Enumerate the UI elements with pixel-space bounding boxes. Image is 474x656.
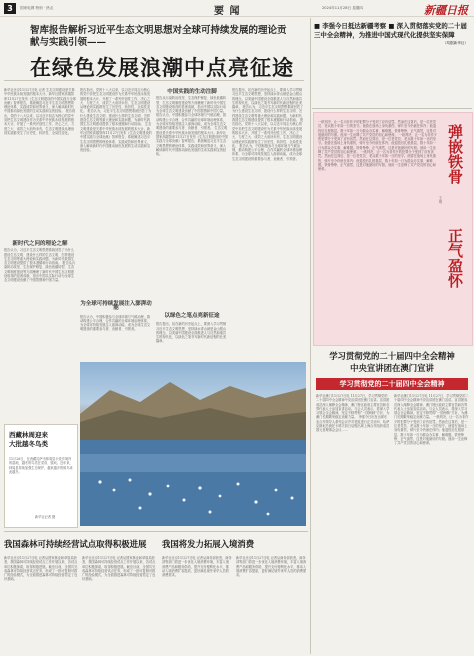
right-body-col1: 新华社澳门11月27日电 11月27日，学习贯彻党的二十届四中全会精神中央宣讲团在澳门宣讲。宣讲团成员深入阐释全会精神，澳门特区政府主要官员和各界代表人士参加宣讲活动。与会人员表示，将深入学习领会全会精神，坚定不移贯彻“一国两制”方针，为澳门长期繁荣稳定贡献力量。 李强今日出发出席东亚合作领导人系列会议并对老挝进行正式访问、哈萨克斯坦总统托卡耶夫同日启程出席上海合作组织成员国元首理事会会议…… — [316, 394, 390, 433]
newspaper-logo: 新疆日报 — [424, 4, 468, 17]
lead-subhead-3: 为全球可持续发展注入澎湃动能 — [80, 301, 152, 312]
photo-credit: 新华社记者 摄 — [35, 515, 56, 519]
section-title: 要 闻 — [214, 6, 241, 17]
page-number: 3 — [4, 3, 16, 14]
right-top-news: ■ 李强今日抵达新疆考察 ■ 深入贯彻落实党的二十届三中全会精神，为推进中国式现代化提供坚实保障 （均据新华社） — [314, 22, 468, 48]
theme-banner: 学习贯彻党的二十届四中全会精神 — [316, 378, 468, 390]
divider — [4, 80, 304, 81]
bottom-left-body-col2: 新华社北京11月27日电 记者从国家林业和草原局获悉，我国森林可持续经营试点工作开展以来，各试点单位积极探索，取得积极进展。截至目前，全国共完成森林可持续经营试点任务，形成了一批可复制可推广的经验模式，为全面推进森林可持续经营奠定了良好基础。 — [82, 556, 156, 582]
essay-author: 王 明 — [438, 196, 442, 204]
lead-body-col3b: 以绿色之笔点亮新征途 报告提出，站在新的历史起点上，要深入学习贯彻习近平生态文明思想，坚持绿水青山就是金山银山的理念，以美丽中国建设全面推进人与自然和谐共生的现代化，以绿色之笔书写新时代新征程的壮美篇章。 — [156, 313, 227, 344]
lead-body-col1b: 新时代之问的理论之解 报告认为，习近平生态文明思想系统回答了为什么建设生态文明、建设什么样的生态文明、怎样建设生态文明等重大理论和实践问题，为新时代我国生态文明建设提供了根本遵循和行动指南。 报告从污染防治攻坚、生态保护修复、绿色低碳转型、生态文明制度建设等方面梳理了新时代中国生态文明建设取得的显著成就，指出中国以实际行动为全球生态文明建设贡献了中国智慧和中国力量。 — [4, 241, 76, 283]
lead-body-col2: 报告指出，党的十八大以来，以习近平同志为核心的党中央把生态文明建设作为关系中华民族永续发展的根本大计，开展了一系列开创性工作，决心之大、力度之大、成效之大前所未有，生态文明建设从理论到实践都发生了历史性、转折性、全局性变化。 报告认为，习近平生态文明思想系统回答了为什么建设生态文明、建设什么样的生态文明、怎样建设生态文明等重大理论和实践问题，为新时代我国生态文明建设提供了根本遵循和行动指南。 生态文明建设是关系中华民族永续发展的根本大计。新华社国家高端智库11月27日发布《生态文明建设的中国实践与全球贡献》智库报告，系统阐述习近平生态文明思想的理论体系、实践成效和世界意义，深入解读新时代中国推动绿色发展的生动实践和宝贵经验。 — [80, 88, 152, 153]
issue-date: 2024年11月28日 星期四 — [322, 6, 363, 10]
essay-title-1: 弹嵌铁骨 — [446, 124, 464, 184]
lead-body-col2b: 为全球可持续发展注入澎湃动能 报告认为，中国积极参与全球环境与气候治理，推动构建公平合理、合作共赢的全球环境治理体系，为全球可持续发展注入澎湃动能，成为全球生态文明建设的重要参与者、贡献者、引领者。 — [80, 301, 152, 332]
news-photo — [80, 362, 306, 526]
lead-byline: 新华社北京11月27日电 记者 生态文明建设是关系中华民族永续发展的根本大计。新华社国家高端智库11月27日发布《生态文明建设的中国实践与全球贡献》智库报告，系统阐述习近平生态文明思想的理论体系、实践成效和世界意义，深入解读新时代中国推动绿色发展的生动实践和宝贵经验。 报告指出，党的十八大以来，以习近平同志为核心的党中央把生态文明建设作为关系中华民族永续发展的根本大计，开展了一系列开创性工作，决心之大、力度之大、成效之大前所未有，生态文明建设从理论到实践都发生了历史性、转折性、全局性变化。 — [4, 88, 76, 135]
photo-caption: 11月26日，在西藏拉萨市林周县卡孜乡境内的湿地，越冬的鸟类在觅食、嬉戏。近年来，林周县持续加强生态保护，越来越多的候鸟来此越冬。 — [9, 457, 73, 474]
right-top-note: （均据新华社） — [442, 41, 468, 46]
essay-title-2: 正气盈怀 — [446, 228, 464, 288]
photo-title: 西藏林周迎来 大批越冬鸟类 — [9, 431, 48, 448]
lead-headline: 在绿色发展浪潮中点亮征途 — [30, 56, 294, 80]
lead-subhead-2: 中国实践的生动注脚 — [167, 89, 217, 95]
right-headline: 学习贯彻党的二十届四中全会精神 中央宣讲团在澳门宣讲 — [329, 351, 455, 373]
bottom-right-headline: 我国将发力拓展入境消费 — [162, 539, 255, 549]
column-divider — [310, 18, 311, 654]
lead-kicker: 智库报告解析习近平生态文明思想对全球可持续发展的理论贡献与实践引领—— — [30, 25, 287, 48]
lead-subhead-1: 新时代之问的理论之解 — [12, 241, 68, 247]
essay-body: 一纸判决，让一名为非作歹的犯罪分子受到了应有惩罚。然而在这背后，是一位老党员、老兵数十年如一日的坚守。他曾在战场上身负重伤，弹片至今仍嵌在体内；他退役后扎根基层，数十年如一日为群众办实事、解难题。铁骨铮铮，正气凛然，这是对他最好的写照。他用一生诠释了共产党员的初心和使命。 一纸判决，让一名为非作歹的犯罪分子受到了应有惩罚。然而在这背后，是一位老党员、老兵数十年如一日的坚守。他曾在战场上身负重伤，弹片至今仍嵌在体内；他退役后扎根基层，数十年如一日为群众办实事、解难题。铁骨铮铮，正气凛然，这是对他最好的写照。他用一生诠释了共产党员的初心和使命。 一纸判决，让一名为非作歹的犯罪分子受到了应有惩罚。然而在这背后，是一位老党员、老兵数十年如一日的坚守。他曾在战场上身负重伤，弹片至今仍嵌在体内；他退役后扎根基层，数十年如一日为群众办实事、解难题。铁骨铮铮，正气凛然，这是对他最好的写照。他用一生诠释了共产党员的初心和使命。 — [318, 120, 437, 172]
lead-subhead-4: 以绿色之笔点亮新征途 — [164, 313, 220, 319]
photo-caption-box — [4, 424, 78, 528]
bottom-left-body-col1: 新华社北京11月27日电 记者从国家林业和草原局获悉，我国森林可持续经营试点工作开展以来，各试点单位积极探索，取得积极进展。截至目前，全国共完成森林可持续经营试点任务，形成了一批可复制可推广的经验模式，为全面推进森林可持续经营奠定了良好基础。 — [4, 556, 78, 582]
bottom-right-body-col2: 新华社北京11月27日电 记者从商务部获悉，商务部等部门将进一步优化入境消费环境，丰富入境消费产品和服务供给，提升支付便利化水平，推动入境消费扩容提质，更好满足境外来华人员的消费需求。 — [236, 556, 307, 578]
divider — [4, 531, 308, 532]
bottom-left-headline: 我国森林可持续经营试点取得积极进展 — [4, 539, 147, 549]
right-body-col2: 新华社澳门11月27日电 11月27日，学习贯彻党的二十届四中全会精神中央宣讲团在澳门宣讲。宣讲团成员深入阐释全会精神，澳门特区政府主要官员和各界代表人士参加宣讲活动。与会人员表示，将深入学习领会全会精神，坚定不移贯彻“一国两制”方针，为澳门长期繁荣稳定贡献力量。 一纸判决，让一名为非作歹的犯罪分子受到了应有惩罚。然而在这背后，是一位老党员、老兵数十年如一日的坚守。他曾在战场上身负重伤，弹片至今仍嵌在体内；他退役后扎根基层，数十年如一日为群众办实事、解难题。铁骨铮铮，正气凛然，这是对他最好的写照。他用一生诠释了共产党员的初心和使命。 — [394, 394, 469, 446]
lead-body-col4: 报告提出，站在新的历史起点上，要深入学习贯彻习近平生态文明思想，坚持绿水青山就是金山银山的理念，以美丽中国建设全面推进人与自然和谐共生的现代化，以绿色之笔书写新时代新征程的壮美篇章。 报告认为，习近平生态文明思想系统回答了为什么建设生态文明、建设什么样的生态文明、怎样建设生态文明等重大理论和实践问题，为新时代我国生态文明建设提供了根本遵循和行动指南。 报告指出，党的十八大以来，以习近平同志为核心的党中央把生态文明建设作为关系中华民族永续发展的根本大计，开展了一系列开创性工作，决心之大、力度之大、成效之大前所未有，生态文明建设从理论到实践都发生了历史性、转折性、全局性变化。 报告认为，中国积极参与全球环境与气候治理，推动构建公平合理、合作共赢的全球环境治理体系，为全球可持续发展注入澎湃动能，成为全球生态文明建设的重要参与者、贡献者、引领者。 — [232, 88, 304, 161]
divider — [312, 108, 472, 109]
page-label: 国家电网 特别 · 热点 — [20, 6, 54, 10]
lead-body-col3: 中国实践的生动注脚 报告从污染防治攻坚、生态保护修复、绿色低碳转型、生态文明制度建设等方面梳理了新时代中国生态文明建设取得的显著成就，指出中国以实际行动为全球生态文明建设贡献了中国智慧和中国力量。 报告认为，中国积极参与全球环境与气候治理，推动构建公平合理、合作共赢的全球环境治理体系，为全球可持续发展注入澎湃动能，成为全球生态文明建设的重要参与者、贡献者、引领者。 生态文明建设是关系中华民族永续发展的根本大计。新华社国家高端智库11月27日发布《生态文明建设的中国实践与全球贡献》智库报告，系统阐述习近平生态文明思想的理论体系、实践成效和世界意义，深入解读新时代中国推动绿色发展的生动实践和宝贵经验。 — [156, 89, 228, 157]
bottom-right-body-col1: 新华社北京11月27日电 记者从商务部获悉，商务部等部门将进一步优化入境消费环境，丰富入境消费产品和服务供给，提升支付便利化水平，推动入境消费扩容提质，更好满足境外来华人员的消费需求。 — [162, 556, 232, 578]
photo-scene — [80, 362, 306, 526]
